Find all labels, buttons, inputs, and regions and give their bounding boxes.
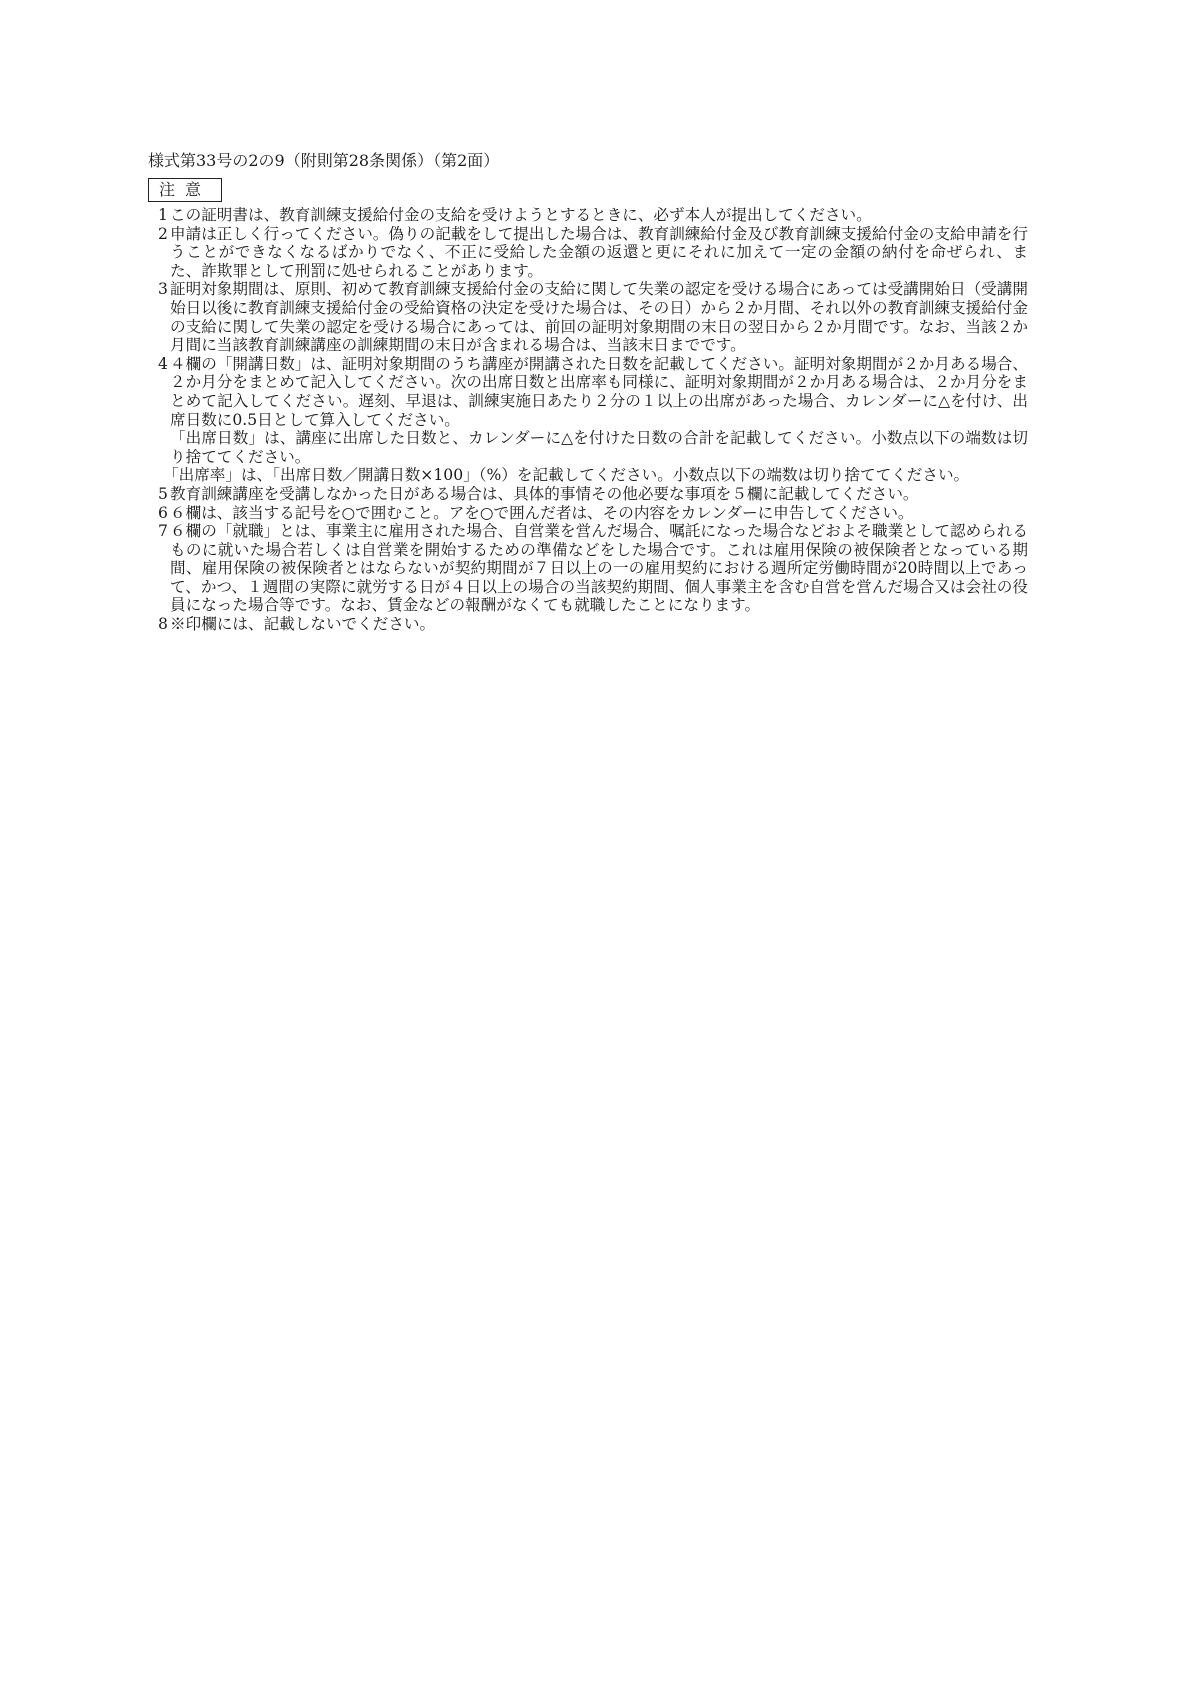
note-text: 証明対象期間は、原則、初めて教育訓練支援給付金の支給に関して失業の認定を受ける場合にあっては受講開始日（受講開始日以後に教育訓練支援給付金の受給資格の決定を受けた場合は、その日）から２か月間、それ以外の教育訓練支援給付金の支給に関して失業の認定を受ける場合にあっては、前回の証明対象期間の末日の翌日から２か月間です。なお、当該２か月間に当該教育訓練講座の訓練期間の末日が含まれる場合は、当該末日までです。	[170, 280, 1028, 355]
notes-page	[148, 150, 1028, 634]
note-text-attendance-days: 「出席日数」は、講座に出席した日数と、カレンダーに△を付けた日数の合計を記載してください。小数点以下の端数は切り捨ててください。	[170, 429, 1028, 466]
note-item-4	[148, 355, 1028, 485]
notes-list	[148, 206, 1028, 634]
note-text: 教育訓練講座を受講しなかった日がある場合は、具体的事情その他必要な事項を５欄に記載してください。	[170, 484, 919, 503]
note-item-5	[148, 485, 1028, 504]
note-number: 1	[158, 206, 168, 224]
note-number: 8	[158, 615, 168, 634]
note-item-8	[148, 615, 1028, 634]
note-number: 4	[158, 354, 168, 373]
note-text: ※印欄には、記載しないでください。	[170, 615, 436, 634]
note-text: 申請は正しく行ってください。偽りの記載をして提出した場合は、教育訓練給付金及び教育訓練支援給付金の支給申請を行うことができなくなるばかりでなく、不正に受給した金額の返還と更にそれに加えて一定の金額の納付を命ぜられ、また、詐欺罪として刑罰に処せられることがあります。	[170, 224, 1028, 280]
note-text: ６欄は、該当する記号を○で囲むこと。アを○で囲んだ者は、その内容をカレンダーに申告してください。	[170, 503, 914, 522]
note-item-3	[148, 280, 1028, 354]
note-number: 6	[158, 503, 168, 522]
note-text: この証明書は、教育訓練支援給付金の支給を受けようとするときに、必ず本人が提出してください。	[170, 206, 872, 224]
note-text-attendance-rate: 「出席率」は、「出席日数／開講日数×100」（%）を記載してください。小数点以下の端数は切り捨ててください。	[163, 466, 970, 485]
note-number: 3	[158, 280, 168, 299]
note-number: 5	[158, 484, 168, 503]
note-text: ４欄の「開講日数」は、証明対象期間のうち講座が開講された日数を記載してください。証明対象期間が２か月ある場合、２か月分をまとめて記入してください。次の出席日数と出席率も同様に、証明対象期間が２か月ある場合は、２か月分をまとめて記入してください。遅刻、早退は、訓練実施日あたり２分の１以上の出席があった場合、カレンダーに△を付け、出席日数に0.5日として算入してください。	[170, 354, 1028, 429]
note-item-2	[148, 225, 1028, 281]
note-number: 7	[158, 522, 168, 541]
note-item-6	[148, 504, 1028, 523]
form-title: 様式第33号の2の9（附則第28条関係）（第2面）	[148, 151, 500, 170]
note-text: ６欄の「就職」とは、事業主に雇用された場合、自営業を営んだ場合、嘱託になった場合などおよそ職業として認められるものに就いた場合若しくは自営業を開始するための準備などをした場合です。これは雇用保険の被保険者となっている期間、雇用保険の被保険者とはならないが契約期間が７日以上の一の雇用契約における週所定労働時間が20時間以上であって、かつ、１週間の実際に就労する日が４日以上の場合の当該契約期間、個人事業主を含む自営を営んだ場合又は会社の役員になった場合等です。なお、賃金などの報酬がなくても就職したことになります。	[170, 522, 1028, 615]
note-item-1	[148, 206, 1028, 225]
notice-label: 注意	[148, 178, 222, 202]
note-item-7	[148, 522, 1028, 615]
note-number: 2	[158, 224, 168, 243]
